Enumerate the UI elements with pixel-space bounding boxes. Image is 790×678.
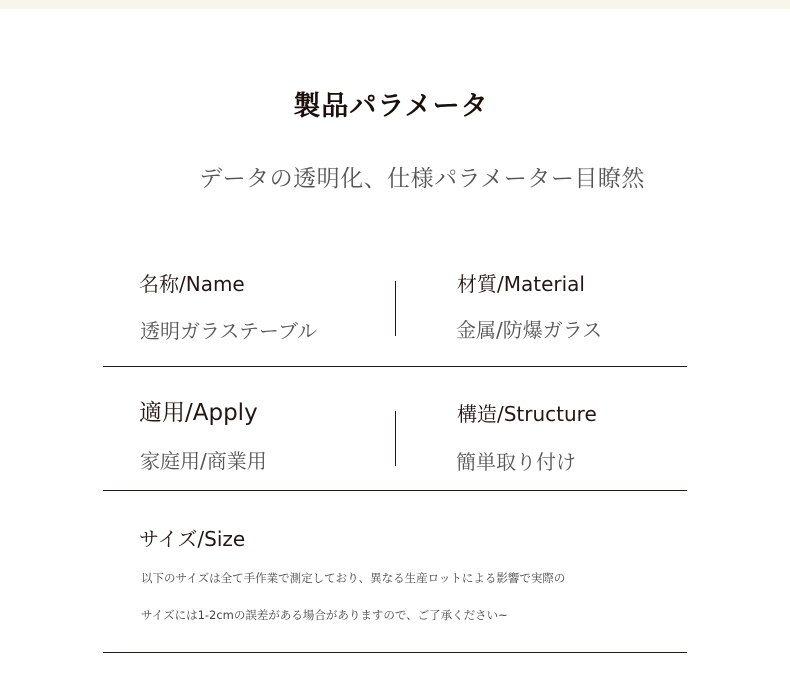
name-label: 名称/Name [139,272,245,296]
structure-label: 構造/Structure [457,402,597,426]
row2-divider [395,411,396,466]
material-value: 金属/防爆ガラス [456,318,603,342]
row1-separator [103,366,687,367]
size-label: サイズ/Size [139,527,246,551]
structure-value: 簡単取り付け [456,450,576,474]
row3-separator [103,652,687,653]
apply-value: 家庭用/商業用 [140,449,267,473]
apply-label: 適用/Apply [139,400,258,426]
name-value: 透明ガラステーブル [140,319,318,343]
page-subtitle: データの透明化、仕様パラメーター目瞭然 [199,166,645,192]
material-label: 材質/Material [457,272,585,296]
page-title: 製品パラメータ [293,91,489,122]
size-note-line2: サイズには1-2cmの誤差がある場合がありますので、ご了承ください~ [141,608,508,622]
row2-separator [103,490,687,491]
top-band [0,0,790,9]
row1-divider [395,281,396,336]
size-note-line1: 以下のサイズは全て手作業で測定しており、異なる生産ロットによる影響で実際の [141,571,566,585]
